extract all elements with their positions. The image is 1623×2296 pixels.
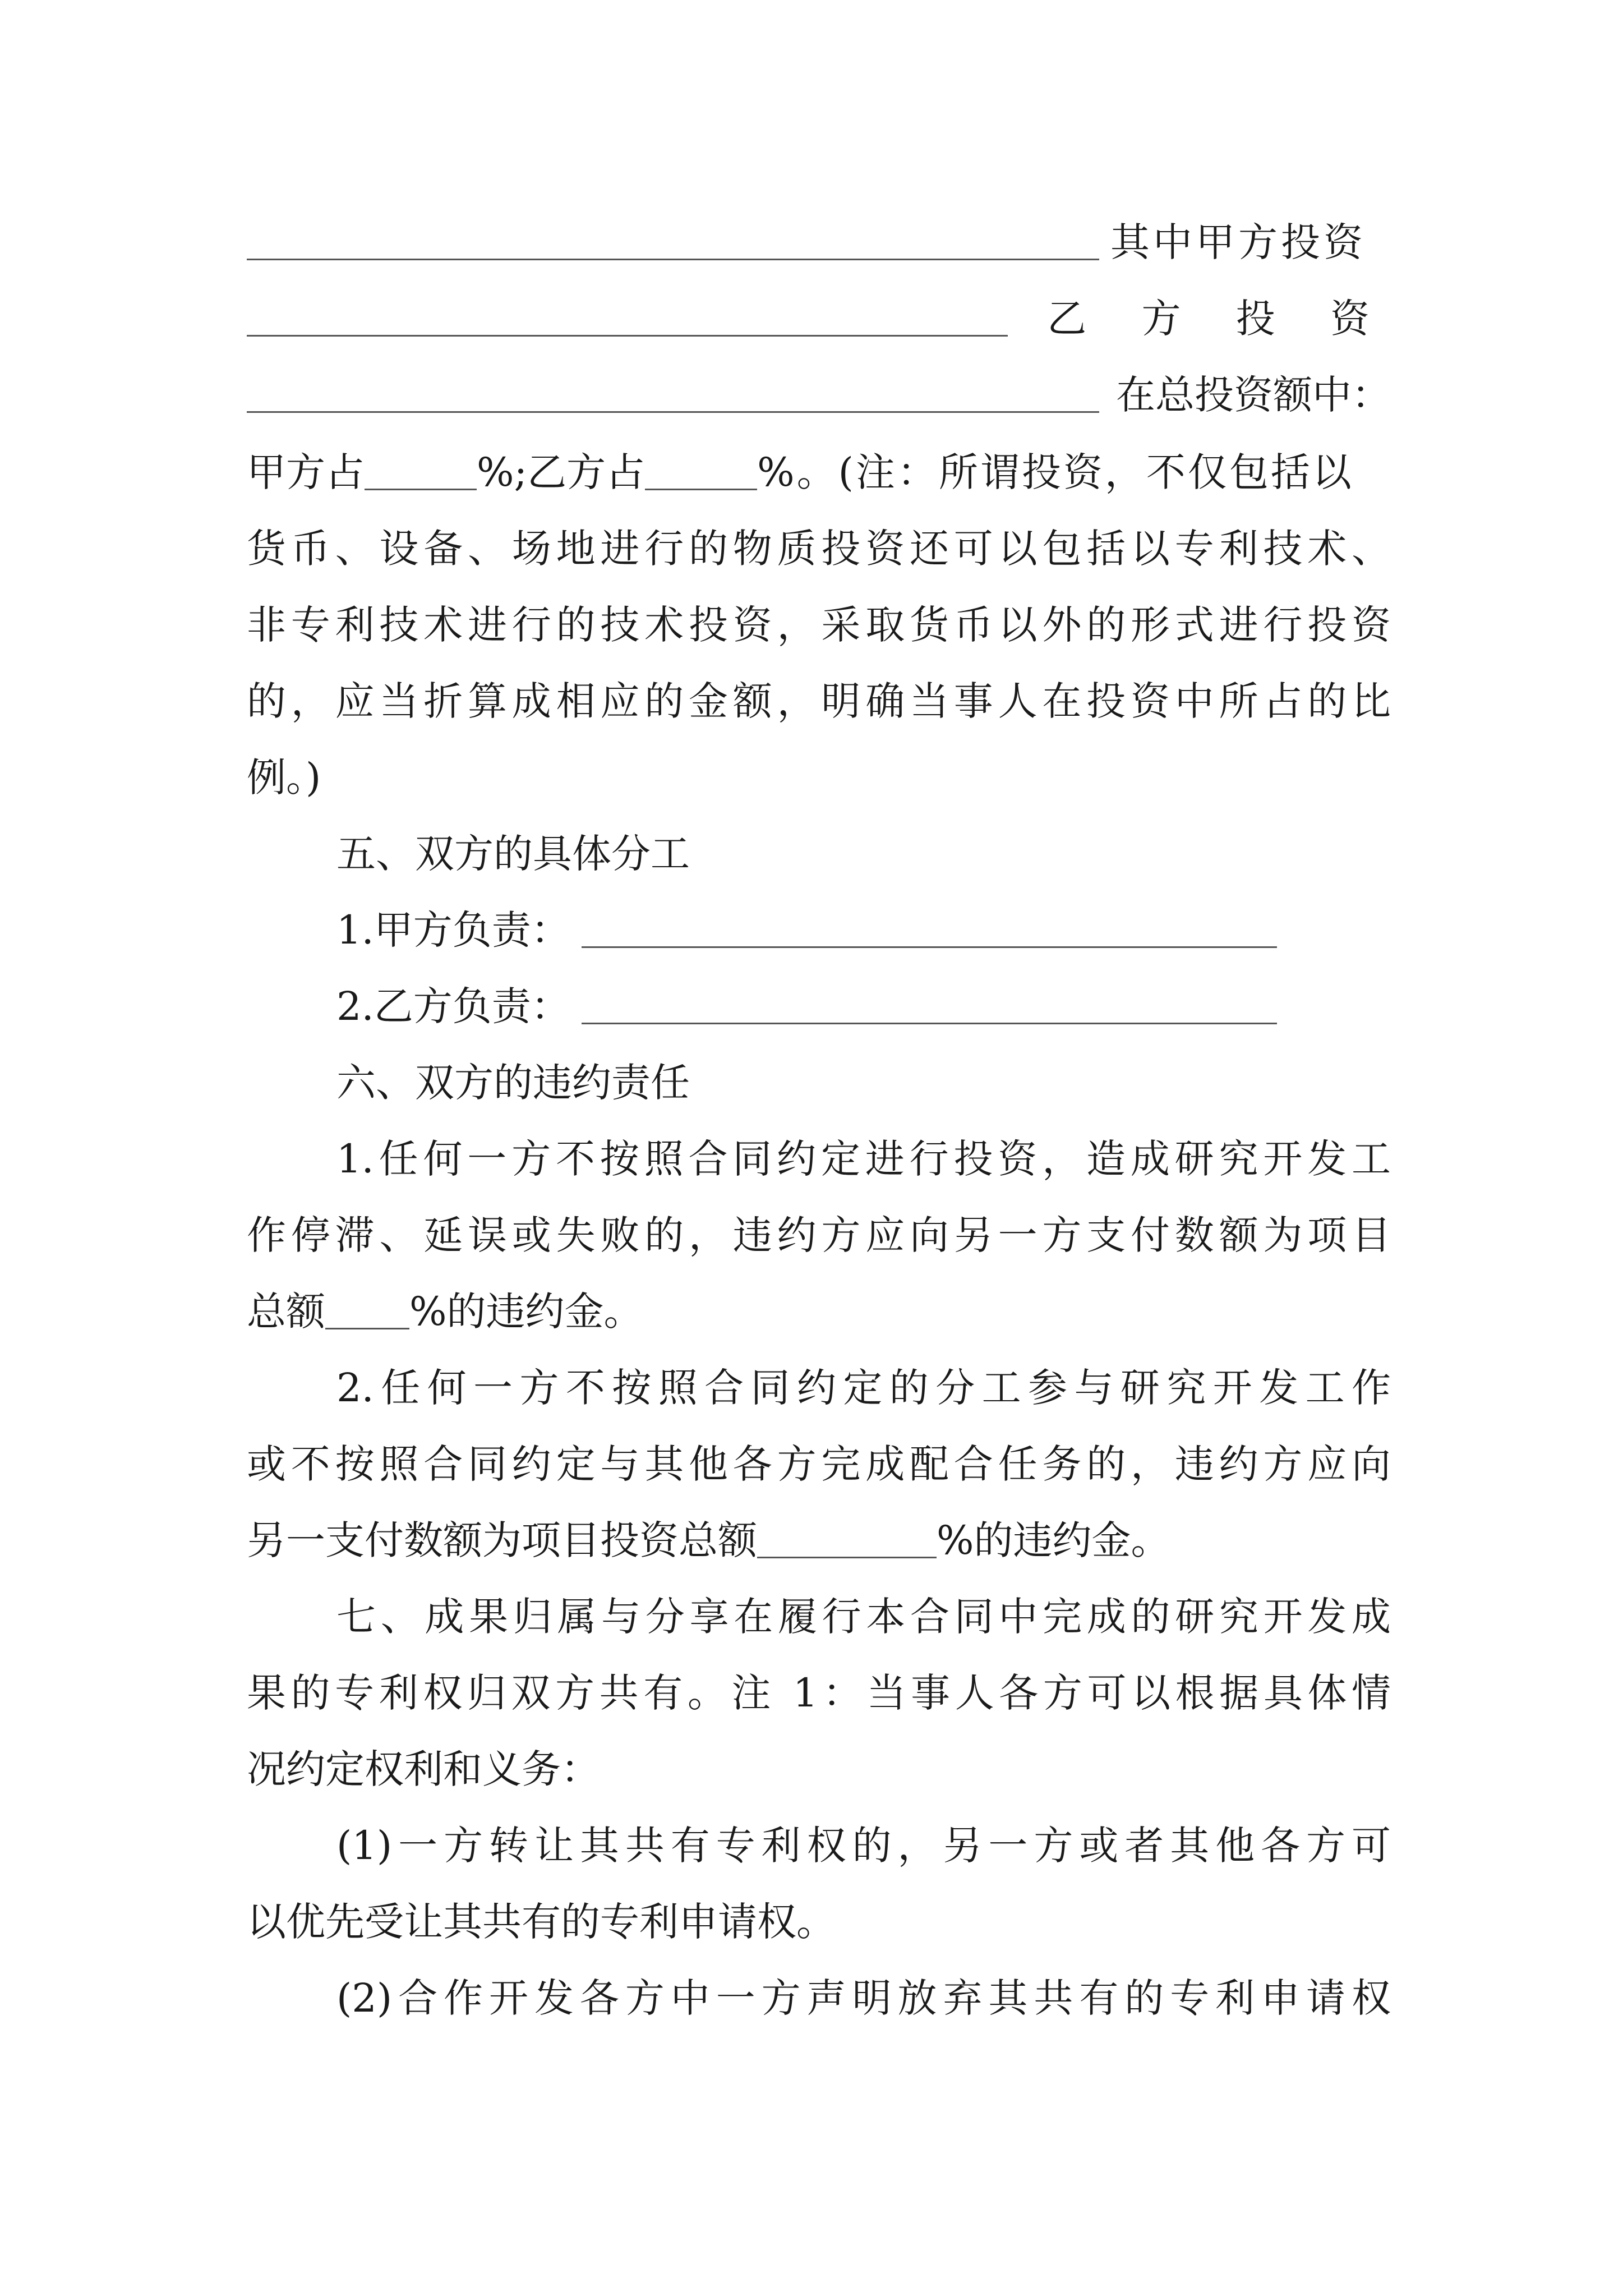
section-7-line-2	[247, 1659, 1391, 1727]
blank-field	[247, 411, 1099, 413]
section-6-clause-1-line-2	[247, 1202, 1391, 1269]
paragraph-text: (2)合作开发各方中一方声明放弃其共有的专利申请权	[336, 1975, 1391, 2021]
paragraph-text: 2.任何一方不按照合同约定的分工参与研究开发工作	[336, 1365, 1391, 1411]
section-6-clause-1-line-3	[247, 1278, 1391, 1345]
investment-line-7	[247, 668, 1391, 735]
investment-line-4	[247, 439, 1391, 506]
paragraph-text: 非专利技术进行的技术投资，采取货币以外的形式进行投资	[247, 602, 1391, 648]
section-6-clause-1-line-1	[336, 1125, 1391, 1193]
blank-field	[645, 489, 757, 490]
investment-line-1	[247, 209, 1391, 276]
heading-text: 五、双方的具体分工	[336, 831, 690, 877]
blank-field	[247, 335, 1008, 337]
investment-line-6	[247, 591, 1391, 659]
investment-line-2-text: 乙 方 投 资	[1047, 296, 1391, 342]
section-5-item-2	[336, 973, 1391, 1040]
blank-field	[582, 946, 1277, 948]
section-6-clause-2-line-2	[247, 1430, 1391, 1498]
paragraph-text: 1.任何一方不按照合同约定进行投资，造成研究开发工	[336, 1136, 1391, 1182]
paragraph-text: 作停滞、延误或失败的，违约方应向另一方支付数额为项目	[247, 1212, 1391, 1258]
investment-line-3-text: 在总投资额中：	[1116, 372, 1391, 418]
investment-line-1-text: 其中甲方投资	[1110, 219, 1366, 265]
investment-line-4-a: 甲方占	[247, 449, 365, 495]
section-5-item-1	[336, 896, 1391, 964]
investment-line-4-b: %;乙方占	[477, 449, 645, 495]
investment-line-4-c: %。(注：所谓投资，不仅包括以	[757, 449, 1354, 495]
investment-line-8	[247, 744, 1391, 811]
section-5-heading	[336, 820, 1391, 887]
paragraph-text: 以优先受让其共有的专利申请权。	[247, 1899, 836, 1945]
blank-field	[365, 489, 477, 490]
paragraph-text: 另一支付数额为项目投资总额	[247, 1517, 757, 1563]
paragraph-text: %的违约金。	[409, 1289, 643, 1335]
section-6-heading	[336, 1049, 1391, 1116]
paragraph-text: %的违约金。	[937, 1517, 1170, 1563]
paragraph-text: (1)一方转让其共有专利权的，另一方或者其他各方可	[336, 1823, 1391, 1869]
paragraph-text: 或不按照合同约定与其他各方完成配合任务的，违约方应向	[247, 1441, 1391, 1487]
section-7-line-3	[247, 1736, 1391, 1803]
paragraph-text: 果的专利权归双方共有。注 1：当事人各方可以根据具体情	[247, 1670, 1391, 1716]
heading-text: 六、双方的违约责任	[336, 1060, 690, 1106]
section-6-clause-2-line-1	[336, 1354, 1391, 1421]
paragraph-text: 货币、设备、场地进行的物质投资还可以包括以专利技术、	[247, 526, 1391, 572]
paragraph-text: 例。)	[247, 754, 321, 800]
section-7-sub-2-line-1	[336, 1964, 1391, 2032]
paragraph-text: 总额	[247, 1289, 325, 1335]
paragraph-text: 七、成果归属与分享在履行本合同中完成的研究开发成	[336, 1594, 1391, 1640]
investment-line-5	[247, 515, 1391, 582]
section-7-line-1	[336, 1583, 1391, 1650]
blank-field	[325, 1328, 409, 1329]
section-7-sub-1-line-2	[247, 1888, 1391, 1955]
investment-line-3	[247, 361, 1391, 429]
blank-field	[247, 259, 1099, 260]
item-label: 1.甲方负责：	[336, 907, 570, 953]
section-7-sub-1-line-1	[336, 1812, 1391, 1879]
paragraph-text: 况约定权利和义务：	[247, 1746, 600, 1792]
item-label: 2.乙方负责：	[336, 983, 570, 1029]
investment-line-2	[247, 285, 1391, 352]
blank-field	[757, 1557, 937, 1558]
section-6-clause-2-line-3	[247, 1507, 1391, 1574]
blank-field	[582, 1023, 1277, 1024]
paragraph-text: 的，应当折算成相应的金额，明确当事人在投资中所占的比	[247, 678, 1391, 724]
